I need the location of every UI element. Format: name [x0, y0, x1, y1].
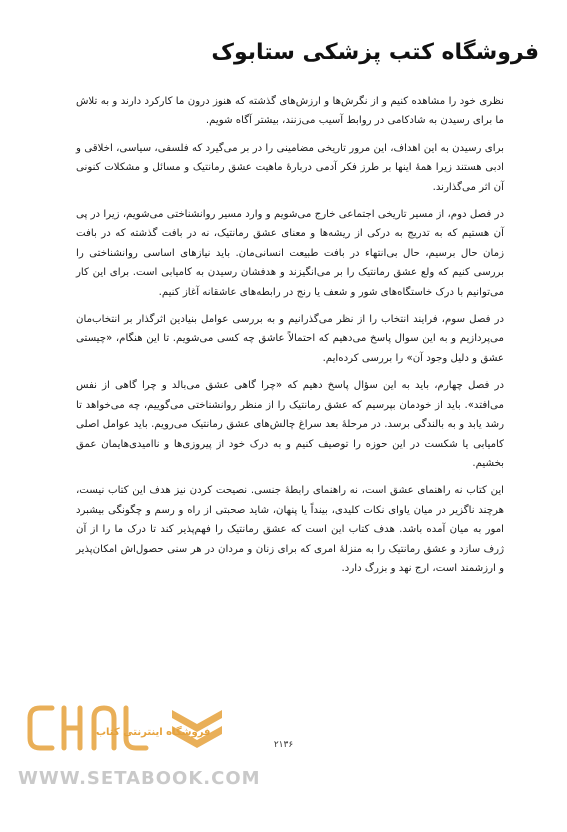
page-number: ۲۱۳۶	[273, 740, 294, 750]
paragraph-5: در فصل چهارم، باید به این سؤال پاسخ دهیم که «چرا گاهی عشق می‌بالد و چرا گاهی از نفس می‌افتد». باید از خودمان بپرسیم که عشق رمانتیک را از منظر روانشناختی می‌گوییم، چه می‌خواهد تا رشد یابد و به بالندگی برسد. در مرحلهٔ بعد سراغ چالش‌های عشق رمانتیک می‌رویم. باید عوامل اصلی کامیابی یا شکست در این حوزه را توصیف کنیم و به درک خود از پیروزی‌ها و ناامیدی‌هایمان عمق بخشیم.	[76, 380, 504, 469]
body-text	[76, 92, 504, 586]
paragraph-1: نظری خود را مشاهده کنیم و از نگرش‌ها و ارزش‌های گذشته که هنوز درون ما کارکرد دارند و به تلاش ما برای رسیدن به شادکامی در روابط آسیب می‌زنند، بیشتر آگاه شویم.	[76, 96, 504, 127]
paragraph-4: در فصل سوم، فرایند انتخاب را از نظر می‌گذرانیم و به بررسی عوامل بنیادین اثرگذار بر انتخاب‌مان می‌پردازیم و به این سوال پاسخ می‌دهیم که احتمالاً عاشق چه کسی می‌شویم. تا این هنگام، «چیستی عشق و دلیل وجود آن» را بررسی کرده‌ایم.	[76, 314, 504, 364]
paragraph-6: این کتاب نه راهنمای عشق است، نه راهنمای رابطهٔ جنسی. نصیحت کردن نیز هدف این کتاب نیست، هرچند ناگزیر در میان یاوای نکات کلیدی، بینداً یا پنهان، شاید صحبتی از راه و رسم و چگونگی بیشبرد امور به میان آمده باشد. هدف کتاب این است که عشق رمانتیک را فهم‌پذیر کند تا درک ما را از آن ژرف سازد و عشق رمانتیک را به منزلهٔ امری که برای زنان و مردان در هر سنی حصول‌اش امکان‌پذیر و ارزشمند است، ارج نهد و بزرگ دارد.	[76, 485, 504, 574]
page-title: فروشگاه کتب پزشکی ستابوک	[211, 40, 539, 65]
paragraph-3: در فصل دوم، از مسیر تاریخی اجتماعی خارج می‌شویم و وارد مسیر روانشناختی می‌شویم، زیرا در پی آن هستیم که به تدریج به درکی از ریشه‌ها و معنای عشق رمانتیک، نه در بافت گذشته که در بافت زمان حال برسیم، حال بی‌انتهاء در بافت طبیعت انسانی‌مان. باید نیازهای اساسی روانشناختی را بررسی کنیم که ولع عشق رمانتیک را بر می‌انگیزند و هدفشان رسیدن به کامیابی است. برای این کار می‌توانیم با درک خاستگاه‌های شور و شعف یا رنج در رابطه‌های عاشقانه آغاز کنیم.	[76, 209, 504, 298]
watermark-url: WWW.SETABOOK.COM	[18, 768, 261, 789]
watermark-tagline: فروشگاه اینترنتی کتاب	[96, 727, 211, 738]
paragraph-2: برای رسیدن به این اهداف، این مرور تاریخی مضامینی را در بر می‌گیرد که فلسفی، سیاسی، اخلاقی و ادبی هستند زیرا همهٔ اینها بر طرز فکر آدمی دربارهٔ ماهیت عشق رمانتیک و مسائل و مشکلات کنونی آن اثر می‌گذارند.	[76, 142, 504, 193]
